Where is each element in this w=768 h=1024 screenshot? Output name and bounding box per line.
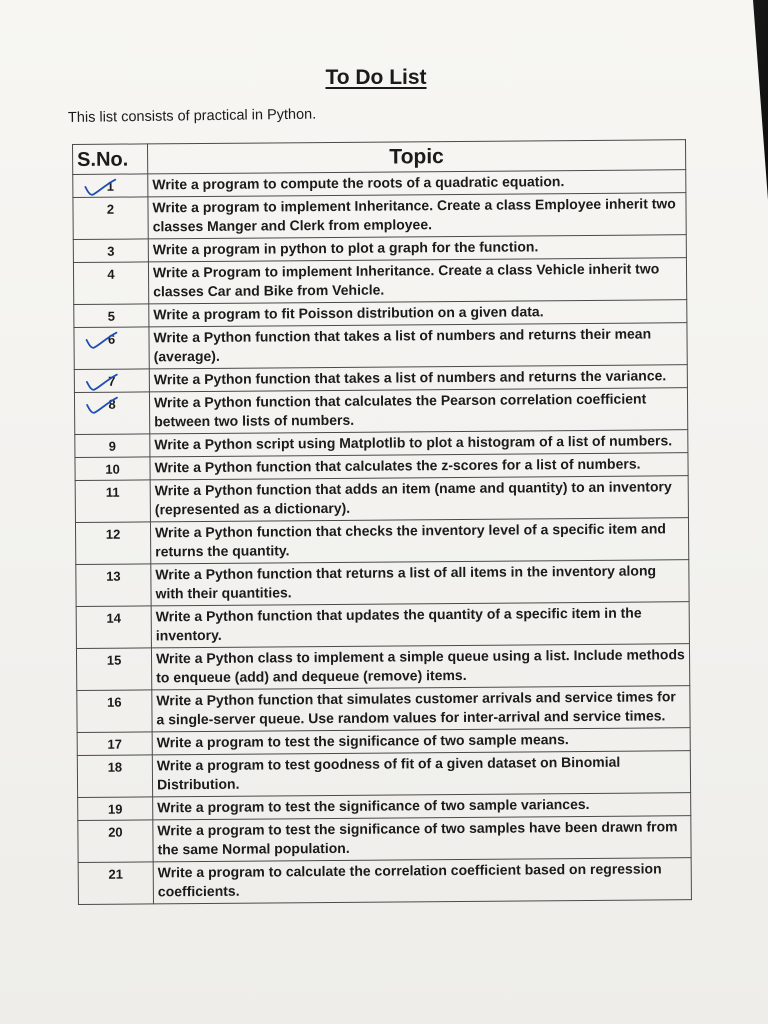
row-topic: Write a Python script using Matplotlib to plot a histogram of a list of numbers. [150,430,688,457]
row-number-text: 11 [105,484,120,500]
table-row [73,258,686,305]
row-number-text: 17 [107,736,123,752]
table-row [78,816,691,863]
row-number-text: 7 [108,373,116,389]
row-number-text: 19 [107,801,123,817]
page-shadow-edge [708,0,768,200]
sno-column-header: S.No. [73,144,148,175]
table-header-row [73,140,686,175]
table-body [73,170,692,905]
row-number-text: 15 [106,652,122,668]
row-number [73,262,148,305]
topic-column-header: Topic [148,140,686,174]
row-topic: Write a program to fit Poisson distribution on a given data. [149,300,687,327]
row-topic: Write a program to test goodness of fit of a given dataset on Binomial Distribution. [152,751,690,797]
row-number [73,239,148,263]
row-topic: Write a Python function that checks the inventory level of a specific item and returns the quantity. [150,518,688,564]
table-row [74,323,687,370]
row-number-text: 14 [106,610,122,626]
row-number-text: 3 [107,243,115,259]
row-number [78,820,153,863]
row-number [75,434,150,458]
row-number [75,457,150,481]
row-number [77,690,152,733]
row-number [73,197,148,240]
row-number-text: 13 [106,568,121,584]
row-number [77,732,152,756]
row-number [76,648,151,691]
row-number [75,522,150,565]
row-number [76,564,151,607]
row-number-text: 10 [105,461,120,477]
row-number-text: 5 [107,308,116,324]
row-number-text: 16 [107,694,122,710]
row-topic: Write a program to test the significance of two samples have been drawn from the same Normal population. [153,816,691,862]
todo-table [72,139,692,905]
row-topic: Write a program in python to plot a graph for the function. [148,235,686,262]
row-topic: Write a program to test the significance of two sample means. [152,728,690,755]
row-topic: Write a Python function that simulates customer arrivals and service times for a single-server queue. Use random values for inter-arrival and service times. [152,686,690,732]
page-title: To Do List [325,66,427,89]
row-topic: Write a program to calculate the correlation coefficient based on regression coefficients. [153,858,691,904]
table-row [73,193,686,240]
table-row [76,644,689,691]
row-number-text: 4 [107,266,115,282]
row-topic: Write a program to test the significance of two sample variances. [153,793,691,820]
table-row [74,388,687,435]
row-topic: Write a Python function that adds an item (name and quantity) to an inventory (represented as a dictionary). [150,476,688,522]
row-number-text: 8 [108,396,116,412]
row-number-text: 18 [107,759,123,775]
row-number [75,480,150,523]
table-row [75,476,688,523]
table-row [78,858,691,905]
row-number [74,304,149,328]
row-number [74,392,149,435]
row-number [78,797,153,821]
row-number-text: 21 [108,866,124,882]
row-number-text: 20 [108,824,123,840]
row-topic: Write a Program to implement Inheritance. Create a class Vehicle inherit two classes Car and Bike from Vehicle. [148,258,686,304]
row-number [74,327,149,370]
row-topic: Write a Python function that takes a list of numbers and returns their mean (average). [149,323,687,369]
row-topic: Write a program to compute the roots of a quadratic equation. [148,170,686,197]
row-topic: Write a Python class to implement a simple queue using a list. Include methods to enqueue (add) and dequeue (remove) items. [151,644,689,690]
table-row [77,686,690,733]
row-number-text: 2 [106,201,115,217]
row-topic: Write a program to implement Inheritance. Create a class Employee inherit two classes Manger and Clerk from employee. [148,193,686,239]
row-topic: Write a Python function that returns a list of all items in the inventory along with their quantities. [151,560,689,606]
row-number-text: 6 [107,331,116,347]
row-topic: Write a Python function that calculates the Pearson correlation coefficient between two lists of numbers. [149,388,687,434]
row-number-text: 12 [105,526,121,542]
row-topic: Write a Python function that calculates the z-scores for a list of numbers. [150,453,688,480]
row-topic: Write a Python function that takes a list of numbers and returns the variance. [149,365,687,392]
intro-text: This list consists of practical in Python. [67,106,317,126]
table-row [75,518,688,565]
table-row [76,602,689,649]
row-number [78,862,153,905]
row-number-text: 9 [108,438,117,454]
row-number-text: 1 [106,178,115,194]
row-number [74,369,149,393]
row-number [73,174,148,198]
row-topic: Write a Python function that updates the quantity of a specific item in the inventory. [151,602,689,648]
row-number [77,755,152,798]
table-row [77,751,690,798]
row-number [76,606,151,649]
table-row [76,560,689,607]
todo-table-wrapper [72,139,692,905]
